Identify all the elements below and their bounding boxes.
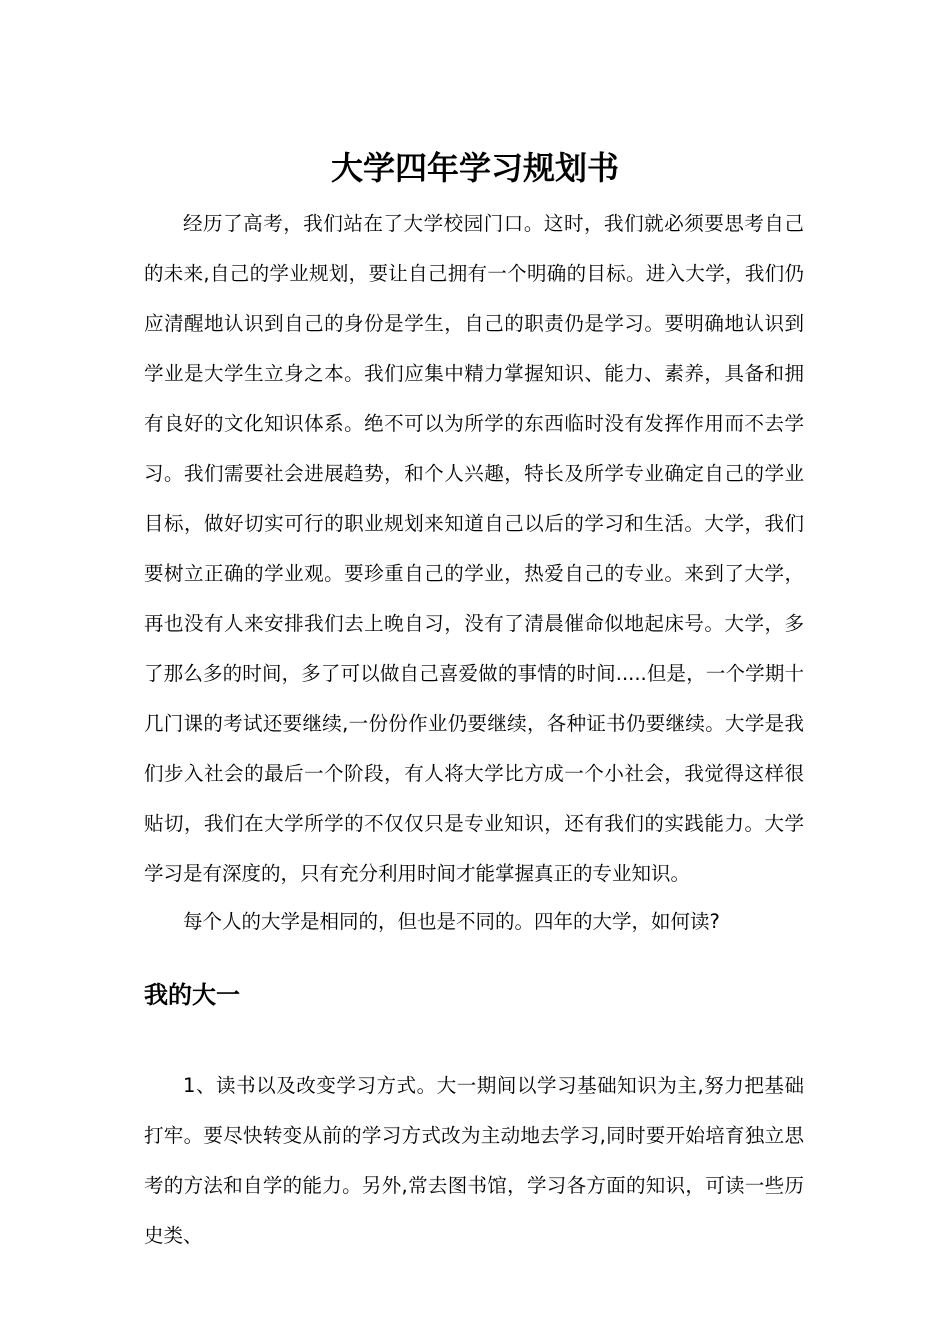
intro-paragraph: 经历了高考，我们站在了大学校园门口。这时，我们就必须要思考自己的未来,自己的学业规划，要让自己拥有一个明确的目标。进入大学，我们仍应清醒地认识到自己的身份是学生，自己的职责仍是学习。要明确地认识到学业是大学生立身之本。我们应集中精力掌握知识、能力、素养，具备和拥有良好的文化知识体系。绝不可以为所学的东西临时没有发挥作用而不去学习。我们需要社会进展趋势，和个人兴趣，特长及所学专业确定自己的学业目标，做好切实可行的职业规划来知道自己以后的学习和生活。大学，我们要树立正确的学业观。要珍重自己的学业，热爱自己的专业。来到了大学，再也没有人来安排我们去上晚自习，没有了清晨催命似地起床号。大学，多了那么多的时间，多了可以做自己喜爱做的事情的时间.....但是，一个学期十几门课的考试还要继续,一份份作业仍要继续，各种证书仍要继续。大学是我们步入社会的最后一个阶段，有人将大学比方成一个小社会，我觉得这样很贴切，我们在大学所学的不仅仅只是专业知识，还有我们的实践能力。大学学习是有深度的，只有充分利用时间才能掌握真正的专业知识。 bbox=[144, 212, 804, 885]
question-paragraph: 每个人的大学是相同的，但也是不同的。四年的大学，如何读? bbox=[183, 910, 720, 933]
section-paragraph-reading: 1、读书以及改变学习方式。大一期间以学习基础知识为主,努力把基础打牢。要尽快转变从前的学习方式改为主动地去学习,同时要开始培育独立思考的方法和自学的能力。另外,常去图书馆，学习各方面的知识，可读一些历史类、 bbox=[144, 1074, 804, 1247]
section-heading-freshman-year: 我的大一 bbox=[144, 981, 240, 1009]
document-title: 大学四年学习规划书 bbox=[330, 149, 619, 187]
